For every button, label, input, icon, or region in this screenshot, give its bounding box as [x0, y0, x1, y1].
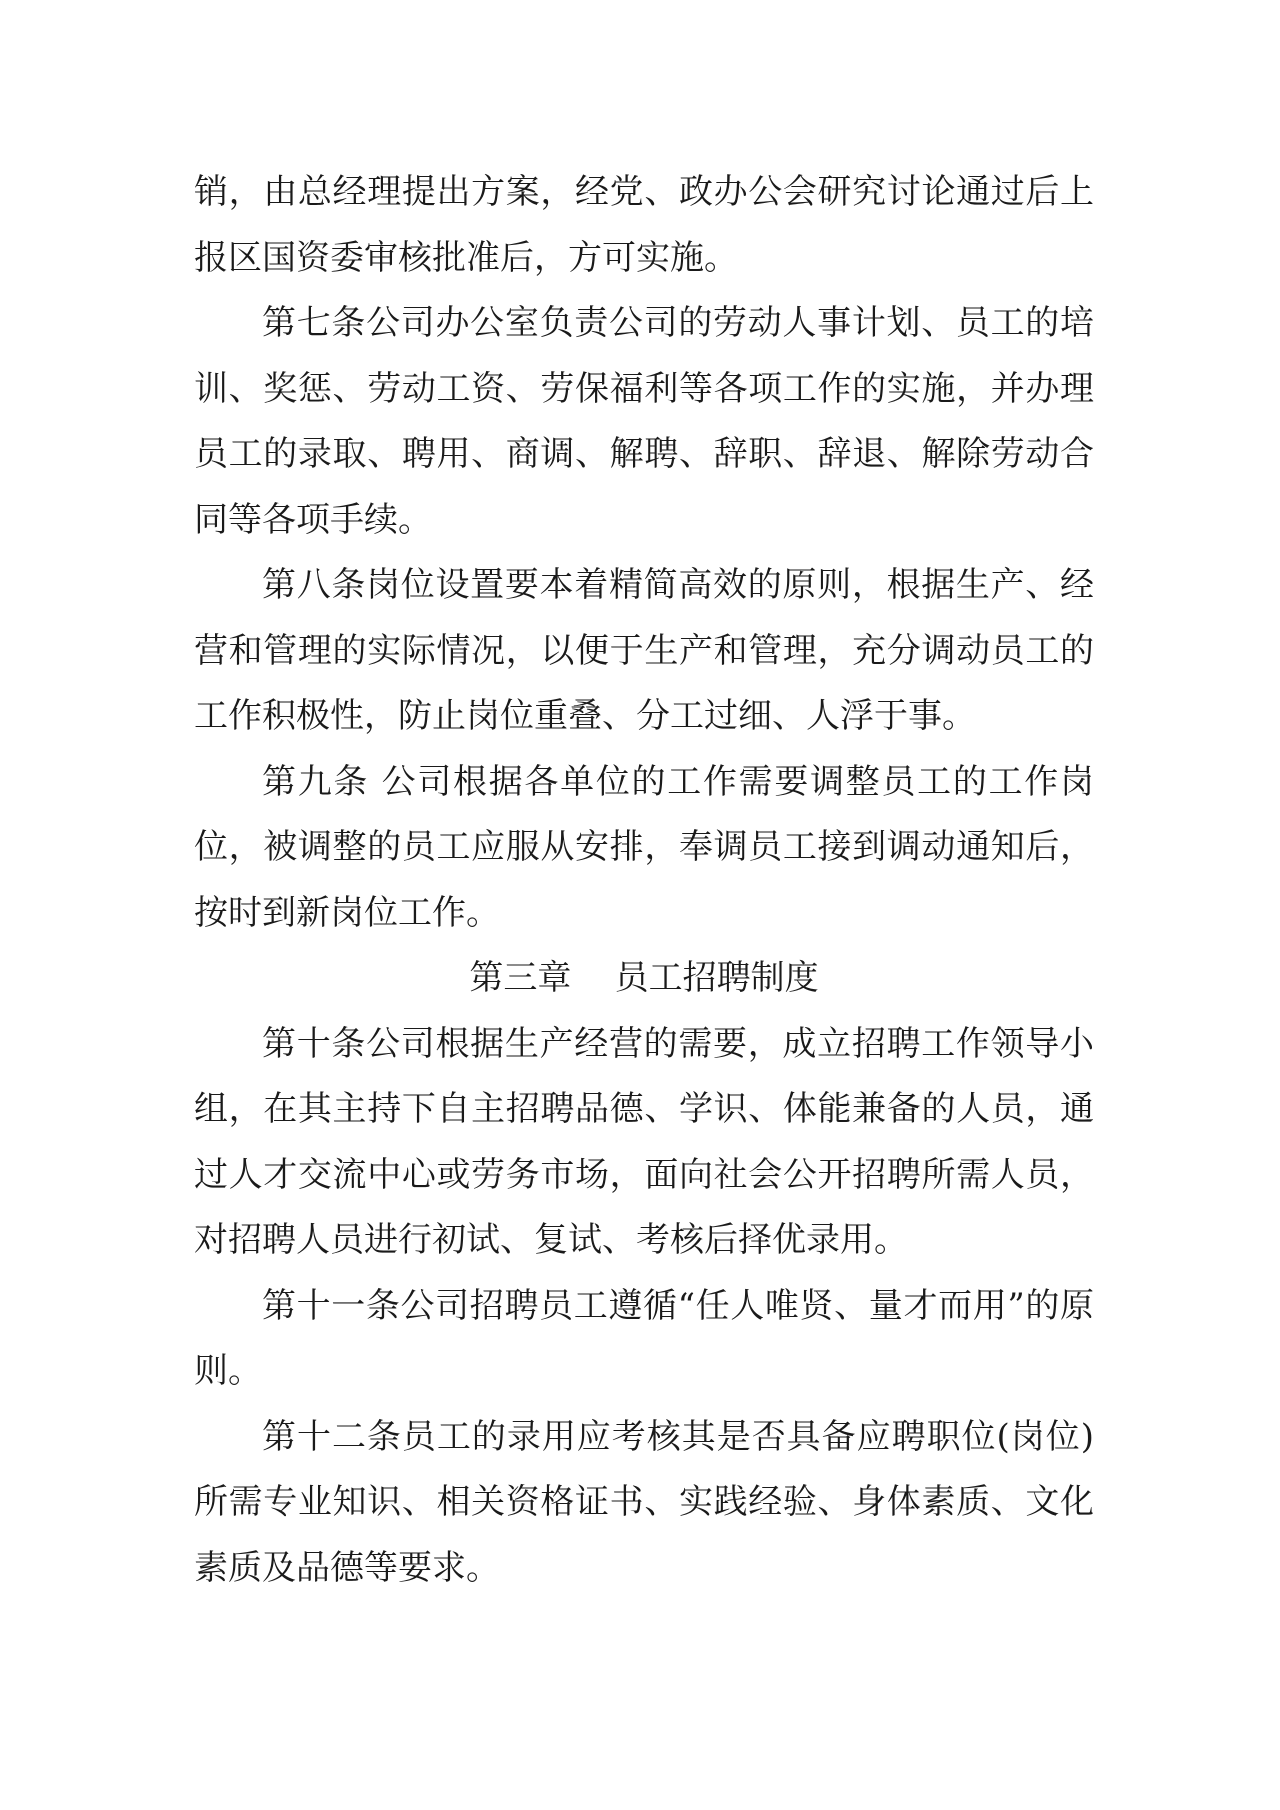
article-8: 第八条岗位设置要本着精简高效的原则，根据生产、经营和管理的实际情况，以便于生产和管理，充分调动员工的工作积极性，防止岗位重叠、分工过细、人浮于事。 — [194, 565, 1094, 736]
article-10: 第十条公司根据生产经营的需要，成立招聘工作领导小组，在其主持下自主招聘品德、学识、体能兼备的人员，通过人才交流中心或劳务市场，面向社会公开招聘所需人员，对招聘人员进行初试、复试、考核后择优录用。 — [194, 1023, 1094, 1260]
chapter-heading: 第三章 员工招聘制度 — [469, 958, 819, 998]
document-body — [194, 160, 1094, 1601]
article-7: 第七条公司办公室负责公司的劳动人事计划、员工的培训、奖惩、劳动工资、劳保福利等各项工作的实施，并办理员工的录取、聘用、商调、解聘、辞职、辞退、解除劳动合同等各项手续。 — [194, 303, 1094, 540]
paragraph-continuation: 销，由总经理提出方案，经党、政办公会研究讨论通过后上报区国资委审核批准后，方可实施。 — [194, 172, 1094, 278]
article-9: 第九条 公司根据各单位的工作需要调整员工的工作岗位，被调整的员工应服从安排，奉调员工接到调动通知后，按时到新岗位工作。 — [194, 761, 1094, 933]
article-11: 第十一条公司招聘员工遵循“任人唯贤、量才而用”的原则。 — [194, 1285, 1094, 1391]
article-12: 第十二条员工的录用应考核其是否具备应聘职位(岗位)所需专业知识、相关资格证书、实践经验、身体素质、文化素质及品德等要求。 — [194, 1416, 1094, 1588]
